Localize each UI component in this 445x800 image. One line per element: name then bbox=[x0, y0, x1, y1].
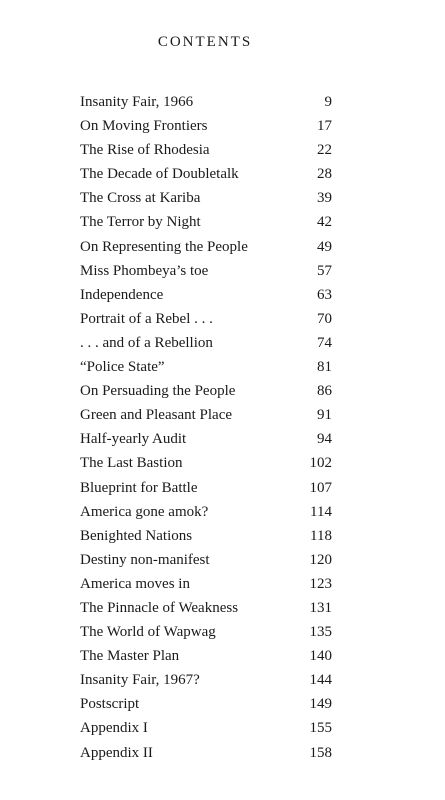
toc-entry-title: Insanity Fair, 1966 bbox=[80, 94, 194, 110]
toc-entry-title: Benighted Nations bbox=[80, 527, 193, 544]
toc-entry bbox=[80, 524, 332, 548]
toc-entry bbox=[80, 741, 332, 765]
toc-entry-title: Insanity Fair, 1967? bbox=[80, 672, 200, 689]
toc-entry-page-number: 70 bbox=[317, 310, 332, 327]
toc-entry bbox=[80, 692, 332, 716]
toc-entry-page-number: 22 bbox=[317, 142, 332, 159]
toc-entry bbox=[80, 162, 332, 186]
toc-entry-title: The Cross at Kariba bbox=[80, 190, 201, 207]
toc-entry-title: Appendix II bbox=[80, 744, 153, 761]
toc-entry-title: . . . and of a Rebellion bbox=[80, 334, 213, 351]
toc-entry-page-number: 81 bbox=[317, 359, 332, 376]
toc-entry bbox=[80, 186, 332, 210]
toc-entry bbox=[80, 476, 332, 500]
toc-entry-page-number: 42 bbox=[317, 214, 332, 231]
toc-entry-title: The World of Wapwag bbox=[80, 624, 216, 641]
toc-entry bbox=[80, 427, 332, 451]
toc-entry-page-number: 114 bbox=[310, 503, 332, 520]
toc-entry bbox=[80, 210, 332, 234]
toc-entry bbox=[80, 355, 332, 379]
toc-entry bbox=[80, 716, 332, 740]
toc-entry-page-number: 57 bbox=[317, 262, 332, 279]
toc-entry-title: America moves in bbox=[80, 575, 190, 592]
toc-entry-title: Blueprint for Battle bbox=[80, 479, 198, 496]
toc-entry bbox=[80, 331, 332, 355]
toc-entry bbox=[80, 235, 332, 259]
toc-entry-title: The Master Plan bbox=[80, 648, 180, 665]
toc-entry-page-number: 94 bbox=[317, 431, 332, 448]
toc-entry-page-number: 144 bbox=[309, 672, 332, 689]
toc-entry bbox=[80, 138, 332, 162]
toc-entry-page-number: 107 bbox=[309, 479, 332, 496]
toc-entry-title: The Pinnacle of Weakness bbox=[80, 599, 239, 616]
toc-entry-title: Portrait of a Rebel . . . bbox=[80, 310, 213, 327]
toc-entry-title: The Terror by Night bbox=[80, 214, 201, 231]
toc-entry-page-number: 28 bbox=[317, 166, 332, 183]
toc-entry-page-number: 118 bbox=[310, 527, 332, 544]
toc-entry bbox=[80, 403, 332, 427]
toc-entry-title: Green and Pleasant Place bbox=[80, 407, 233, 424]
toc-entry-title: On Moving Frontiers bbox=[80, 118, 208, 135]
toc-entry-page-number: 123 bbox=[309, 575, 332, 592]
toc-entry bbox=[80, 379, 332, 403]
toc-entry bbox=[80, 596, 332, 620]
toc-entry-page-number: 140 bbox=[309, 648, 332, 665]
toc-entry-title: On Persuading the People bbox=[80, 383, 236, 400]
toc-entry-page-number: 120 bbox=[309, 551, 332, 568]
toc-entry-title: The Last Bastion bbox=[80, 455, 183, 472]
toc-entry-title: “Police State” bbox=[80, 359, 165, 376]
toc-entry-page-number: 131 bbox=[309, 599, 332, 616]
toc-entry-title: America gone amok? bbox=[80, 503, 209, 520]
toc-entry bbox=[80, 644, 332, 668]
toc-entry bbox=[80, 572, 332, 596]
toc-entry-page-number: 49 bbox=[317, 238, 332, 255]
toc-entry bbox=[80, 668, 332, 692]
toc-entry bbox=[80, 548, 332, 572]
toc-entry-page-number: 74 bbox=[317, 334, 332, 351]
toc-entry bbox=[80, 500, 332, 524]
toc-entry-title: Destiny non-manifest bbox=[80, 551, 210, 568]
toc-entry-page-number: 102 bbox=[309, 455, 332, 472]
toc-entry-page-number: 91 bbox=[317, 407, 332, 424]
toc-entry-title: Miss Phombeya’s toe bbox=[80, 262, 209, 279]
toc-entry-title: Appendix I bbox=[80, 720, 148, 737]
toc-entry bbox=[80, 114, 332, 138]
toc-entry bbox=[80, 283, 332, 307]
toc-entry-title: Independence bbox=[80, 286, 164, 303]
table-of-contents bbox=[80, 90, 332, 765]
toc-entry bbox=[80, 259, 332, 283]
toc-entry-page-number: 135 bbox=[309, 624, 332, 641]
toc-entry-page-number: 17 bbox=[317, 118, 332, 135]
toc-entry bbox=[80, 307, 332, 331]
toc-entry-title: The Rise of Rhodesia bbox=[80, 142, 210, 159]
toc-entry-page-number: 149 bbox=[309, 696, 332, 713]
toc-entry-title: The Decade of Doubletalk bbox=[80, 166, 239, 183]
toc-entry bbox=[80, 451, 332, 475]
toc-entry bbox=[80, 90, 332, 114]
toc-entry-title: On Representing the People bbox=[80, 238, 248, 255]
contents-heading: CONTENTS bbox=[157, 34, 253, 50]
toc-entry bbox=[80, 620, 332, 644]
toc-entry-page-number: 155 bbox=[309, 720, 332, 737]
toc-entry-page-number: 39 bbox=[317, 190, 332, 207]
toc-entry-page-number: 86 bbox=[317, 383, 332, 400]
toc-entry-title: Postscript bbox=[80, 696, 140, 713]
toc-entry-page-number: 9 bbox=[324, 94, 332, 110]
toc-entry-page-number: 63 bbox=[317, 286, 332, 303]
toc-entry-title: Half-yearly Audit bbox=[80, 431, 187, 448]
toc-entry-page-number: 158 bbox=[309, 744, 332, 761]
